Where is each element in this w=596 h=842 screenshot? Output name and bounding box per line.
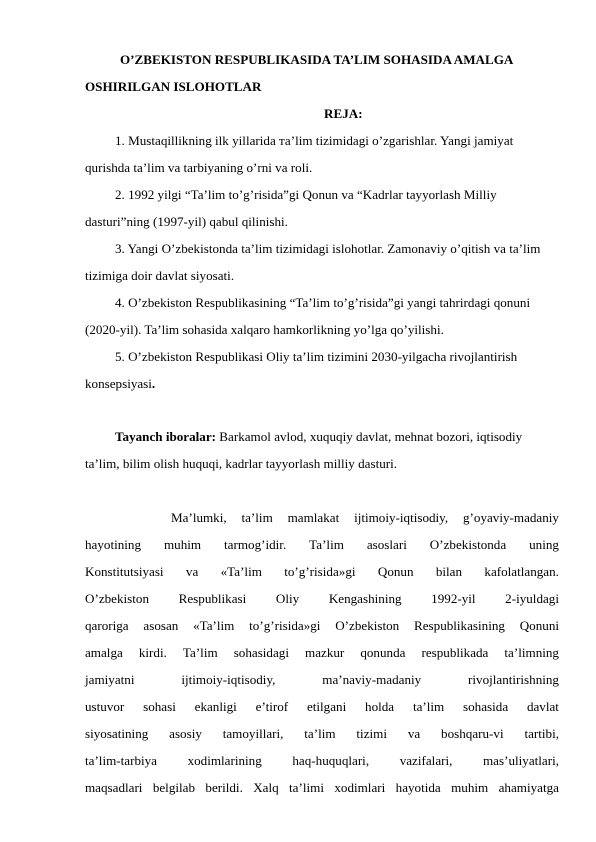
body-word: muhim xyxy=(451,780,489,795)
body-word: uning xyxy=(529,537,559,552)
body-word: amalga xyxy=(85,645,123,660)
body-word: ekanligi xyxy=(194,699,237,714)
body-word: qaroriga xyxy=(85,618,129,633)
plan-item-2-line-1: 2. 1992 yilgi “Ta’lim to’g’risida”gi Qonun va “Kadrlar tayyorlash Milliy xyxy=(115,187,497,202)
body-word: Ta’lim xyxy=(182,645,218,660)
body-word: Respublikasi xyxy=(178,591,247,606)
body-word: sohasi xyxy=(143,699,176,714)
body-word: hayotining xyxy=(85,537,142,552)
body-word: sohasidagi xyxy=(233,645,289,660)
body-line xyxy=(85,751,559,771)
body-word: asoslari xyxy=(366,537,407,552)
body-word: vazifalari, xyxy=(399,753,453,768)
body-word: Qonun xyxy=(377,564,414,579)
body-line xyxy=(85,643,559,663)
body-word: jamiyatni xyxy=(85,672,135,687)
body-word: siyosatining xyxy=(85,726,149,741)
document-title-line-2: OSHIRILGAN ISLOHOTLAR xyxy=(85,79,262,94)
body-word: tarmog’idir. xyxy=(224,537,287,552)
body-word: tartibi, xyxy=(524,726,559,741)
body-word: asosiy xyxy=(169,726,202,741)
body-word: ta’lim xyxy=(304,726,336,741)
body-word: boshqaru-vi xyxy=(441,726,504,741)
plan-item-2-line-2: dasturi”ning (1997-yil) qabul qilinishi. xyxy=(85,214,288,229)
body-word: Ma’lumki, xyxy=(171,510,227,525)
body-word: belgilab xyxy=(152,780,196,795)
plan-item-5-period: . xyxy=(151,376,156,391)
body-line xyxy=(85,616,559,636)
body-word: ta’lim xyxy=(412,699,445,714)
body-word: ustuvor xyxy=(85,699,125,714)
body-word: muhim xyxy=(163,537,202,552)
body-word: davlat xyxy=(526,699,559,714)
body-word: holda xyxy=(365,699,395,714)
body-line xyxy=(171,508,559,528)
body-word: ta’limning xyxy=(504,645,559,660)
body-word: kirdi. xyxy=(138,645,167,660)
document-title-line-1: O’ZBEKISTON RESPUBLIKASIDA TA’LIM SOHASIDA AMALGA xyxy=(120,52,514,67)
body-word: mas’uliyatlari, xyxy=(483,753,559,768)
keywords-text-1: Barkamol avlod, xuquqiy davlat, mehnat bozori, iqtisodiy xyxy=(216,429,523,444)
body-word: etilgani xyxy=(306,699,347,714)
plan-item-4-line-1: 4. O’zbekiston Respublikasining “Ta’lim to’g’risida”gi yangi tahrirdagi qonuni xyxy=(115,295,531,310)
body-word: Ta’lim xyxy=(309,537,344,552)
body-word: sohasida xyxy=(463,699,509,714)
body-word: O’zbekiston xyxy=(335,618,400,633)
body-line xyxy=(85,697,559,717)
body-word: g’oyaviy-madaniy xyxy=(462,510,559,525)
body-word: maqsadlari xyxy=(85,780,143,795)
body-line xyxy=(85,562,559,582)
body-word: ahamiyatga xyxy=(498,780,559,795)
body-word: «Ta’lim xyxy=(220,564,262,579)
body-word: e’tirof xyxy=(255,699,289,714)
plan-item-5-line-2 xyxy=(85,374,559,394)
keywords-line-2: ta’lim, bilim olish huquqi, kadrlar tayyorlash milliy dasturi. xyxy=(85,456,398,471)
plan-item-4-line-2: (2020-yil). Ta’lim sohasida xalqaro hamkorlikning yo’lga qo’yilishi. xyxy=(85,322,444,337)
body-line xyxy=(85,535,559,555)
body-word: tamoyillari, xyxy=(222,726,284,741)
body-line xyxy=(85,670,559,690)
body-word: ijtimoiy-iqtisodiy, xyxy=(354,510,449,525)
body-word: rivojlantirishning xyxy=(468,672,559,687)
body-word: va xyxy=(407,726,421,741)
body-word: ma’naviy-madaniy xyxy=(322,672,422,687)
body-word: Oliy xyxy=(275,591,300,606)
body-word: mamlakat xyxy=(287,510,340,525)
body-word: hayotida xyxy=(395,780,441,795)
plan-item-1-line-1: 1. Mustaqillikning ilk yillarida та’lim tizimidagi o’zgarishlar. Yangi jamiyat xyxy=(115,133,514,148)
body-word: to’g’risida»gi xyxy=(249,618,321,633)
body-word: kafolatlangan. xyxy=(484,564,559,579)
body-word: haq-huquqlari, xyxy=(292,753,370,768)
body-line xyxy=(85,724,559,744)
body-word: tizimi xyxy=(356,726,387,741)
body-word: Xalq xyxy=(253,780,279,795)
body-word: O’zbekiston xyxy=(85,591,149,606)
plan-item-3-line-2: tizimiga doir davlat siyosati. xyxy=(85,268,235,283)
body-line xyxy=(85,778,559,798)
body-line xyxy=(85,589,559,609)
body-word: 2-iyuldagi xyxy=(505,591,559,606)
body-word: asosan xyxy=(143,618,179,633)
body-word: O’zbekistonda xyxy=(429,537,507,552)
keywords-line-1 xyxy=(115,427,559,447)
body-word: Respublikasining xyxy=(414,618,505,633)
body-word: xodimlarining xyxy=(187,753,262,768)
keywords-label: Tayanch iboralar: xyxy=(115,429,217,444)
plan-item-5-line-1: 5. O’zbekiston Respublikasi Oliy ta’lim tizimini 2030-yilgacha rivojlantirish xyxy=(115,349,518,364)
plan-item-3-line-1: 3. Yangi O’zbekistonda ta’lim tizimidagi islohotlar. Zamonaviy o’qitish va ta’lim xyxy=(115,241,541,256)
body-word: xodimlari xyxy=(334,780,386,795)
body-word: 1992-yil xyxy=(431,591,476,606)
body-word: ta’limi xyxy=(289,780,324,795)
body-word: Qonuni xyxy=(519,618,559,633)
body-word: Konstitutsiyasi xyxy=(85,564,164,579)
body-word: ta’lim-tarbiya xyxy=(85,753,157,768)
plan-item-1-line-2: qurishda ta’lim va tarbiyaning o’rni va roli. xyxy=(85,160,313,175)
body-word: Kengashining xyxy=(328,591,402,606)
body-word: va xyxy=(185,564,199,579)
body-word: bilan xyxy=(435,564,463,579)
body-word: ijtimoiy-iqtisodiy, xyxy=(181,672,276,687)
body-word: berildi. xyxy=(205,780,243,795)
body-word: respublikada xyxy=(421,645,489,660)
body-word: «Ta’lim xyxy=(193,618,235,633)
body-word: to’g’risida»gi xyxy=(284,564,356,579)
body-word: ta’lim xyxy=(241,510,273,525)
plan-item-5-rest: konsepsiyasi xyxy=(85,376,152,391)
body-word: qonunda xyxy=(360,645,406,660)
body-word: mazkur xyxy=(305,645,345,660)
plan-heading: REJA: xyxy=(324,106,363,121)
